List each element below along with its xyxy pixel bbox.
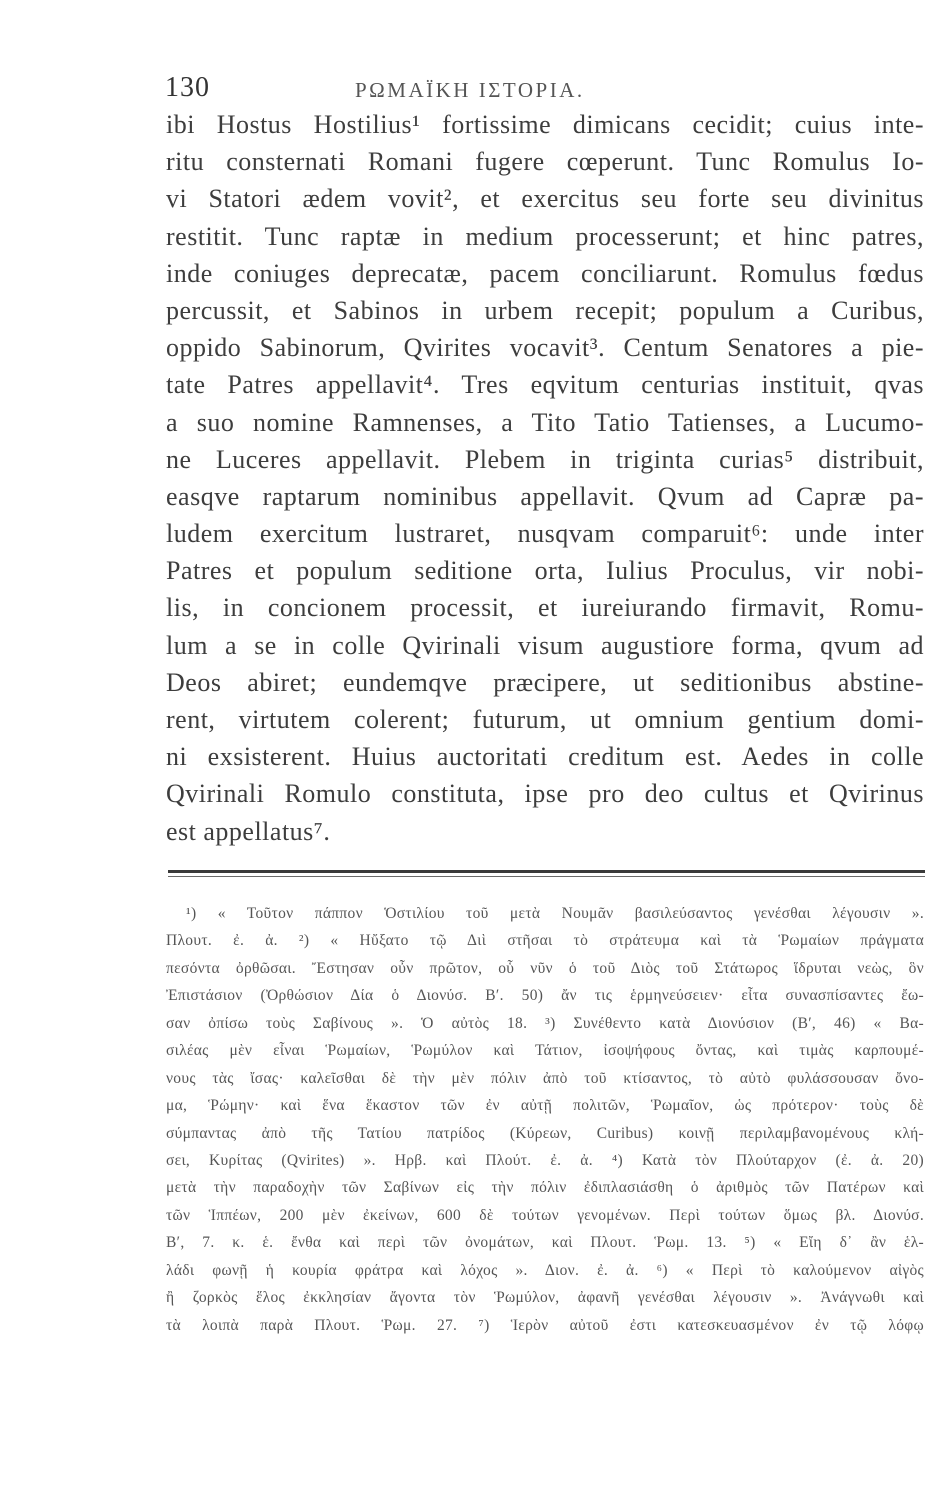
footnote-line: ἢ ζορκὸς ἕλος ἐκκλησίαν ἄγοντα τὸν Ῥωμύλον, ἀφανῆ γενέσθαι λέγουσιν ». Ἀνάγνωθι καὶ — [166, 1289, 924, 1307]
text-line: tate Patres appellavit⁴. Tres eqvitum centurias instituit, qvas — [166, 370, 924, 400]
footnote-line: τῶν Ἱππέων, 200 μὲν ἐκείνων, 600 δὲ τούτων γενομένων. Περὶ τούτων ὅμως βλ. Διονύσ. — [166, 1206, 924, 1224]
text-line: easqve raptarum nominibus appellavit. Qvum ad Capræ pa- — [166, 481, 924, 511]
footnote-line: λάδι φωνῇ ἡ κουρία φράτρα καὶ λόχος ». Διον. ἐ. ἀ. ⁶) « Περὶ τὸ καλούμενον αἰγὸς — [166, 1261, 924, 1279]
page-number: 130 — [165, 72, 210, 103]
footnote-line: νους τὰς ἴσας· καλεῖσθαι δὲ τὴν μὲν πόλιν ἀπὸ τοῦ κτίσαντος, τὸ αὐτὸ φυλάσσουσαν ὄνο- — [166, 1069, 924, 1087]
footnote-separator-thin — [168, 876, 925, 877]
text-line: a suo nomine Ramnenses, a Tito Tatio Tatienses, a Lucumo- — [166, 407, 924, 437]
text-line: ibi Hostus Hostilius¹ fortissime dimicans cecidit; cuius inte- — [166, 110, 924, 139]
text-line: ludem exercitum lustraret, nusqvam comparuit⁶: unde inter — [166, 519, 924, 549]
footnote-line: σει, Κυρίτας (Qvirites) ». Ηρβ. καὶ Πλούτ. ἐ. ἀ. ⁴) Κατὰ τὸν Πλούταρχον (ἐ. ἀ. 20) — [166, 1151, 924, 1169]
footnote-line: μετὰ τὴν παραδοχὴν τῶν Σαβίνων εἰς τὴν πόλιν ἐδιπλασιάσθη ὁ ἀριθμὸς τῶν Πατέρων καὶ — [166, 1179, 924, 1197]
footnote-line: τὰ λοιπὰ παρὰ Πλουτ. Ῥωμ. 27. ⁷) Ἱερὸν αὐτοῦ ἐστι κατεσκευασμένον ἐν τῷ λόφῳ — [166, 1316, 924, 1334]
text-line: inde coniuges deprecatæ, pacem conciliarunt. Romulus fœdus — [166, 258, 924, 288]
text-line: oppido Sabinorum, Qvirites vocavit³. Centum Senatores a pie- — [166, 333, 924, 363]
footnote-line: σαν ὀπίσω τοὺς Σαβίνους ». Ὁ αὐτὸς 18. ³) Συνέθεντο κατὰ Διονύσιον (Β′, 46) « Βα- — [166, 1014, 924, 1032]
running-title: ΡΩΜΑΪΚΗ ΙΣΤΟΡΙΑ. — [355, 78, 585, 102]
text-line: rent, virtutem colerent; futurum, ut omnium gentium domi- — [166, 705, 924, 734]
text-line: restitit. Tunc raptæ in medium processerunt; et hinc patres, — [166, 221, 924, 251]
running-head — [165, 68, 925, 108]
text-line: lis, in concionem processit, et iureiurando firmavit, Romu- — [166, 593, 924, 623]
text-line: Qvirinali Romulo constituta, ipse pro deo cultus et Qvirinus — [166, 779, 924, 809]
text-line: vi Statori ædem vovit², et exercitus seu forte seu divinitus — [166, 184, 924, 214]
text-line: ritu consternati Romani fugere cœperunt. Tunc Romulus Io- — [166, 147, 924, 177]
text-line: Deos abiret; eundemqve præcipere, ut seditionibus abstine- — [166, 667, 924, 697]
footnote-line: Πλουτ. ἐ. ἀ. ²) « Ηὔξατο τῷ Διὶ στῆσαι τὸ στράτευμα καὶ τὰ Ῥωμαίων πράγματα — [166, 932, 924, 950]
text-line: Patres et populum seditione orta, Iulius Proculus, vir nobi- — [166, 556, 924, 586]
footnote-line: πεσόντα ὀρθῶσαι. Ἔστησαν οὖν πρῶτον, οὗ νῦν ὁ τοῦ Διὸς τοῦ Στάτωρος ἵδρυται νεὼς, ὃν — [166, 959, 924, 977]
text-line: ne Luceres appellavit. Plebem in triginta curias⁵ distribuit, — [166, 444, 924, 474]
footnote-line: μα, Ῥώμην· καὶ ἕνα ἕκαστον τῶν ἐν αὐτῇ πολιτῶν, Ῥωμαῖον, ὡς πρότερον· τοὺς δὲ — [166, 1097, 924, 1115]
main-text-block — [166, 106, 924, 850]
footnotes-block — [166, 900, 924, 1339]
footnote-line: σιλέας μὲν εἶναι Ῥωμαίων, Ῥωμύλον καὶ Τάτιον, ἰσοψήφους ὄντας, καὶ τιμὰς καρπουμέ- — [166, 1042, 924, 1060]
text-line: lum a se in colle Qvirinali visum augustiore forma, qvum ad — [166, 630, 924, 660]
text-line: percussit, et Sabinos in urbem recepit; populum a Curibus, — [166, 295, 924, 325]
footnote-line: σύμπαντας ἀπὸ τῆς Τατίου πατρίδος (Κύρεων, Curibus) κοινῇ περιλαμβανομένους κλή- — [166, 1124, 924, 1142]
footnote-line: ¹) « Τοῦτον πάππον Ὁστιλίου τοῦ μετὰ Νουμᾶν βασιλεύσαντος γενέσθαι λέγουσιν ». — [186, 905, 924, 922]
footnote-line: Β′, 7. κ. ἑ. ἔνθα καὶ περὶ τῶν ὀνομάτων, καὶ Πλουτ. Ῥωμ. 13. ⁵) « Εἴη δ᾽ ἂν ἑλ- — [166, 1234, 924, 1252]
footnote-line: Ἐπιστάσιον (Ὀρθώσιον Δία ὁ Διονύσ. Β′. 50) ἄν τις ἑρμηνεύσειεν· εἶτα συνασπίσαντες ἔω- — [166, 987, 924, 1005]
footnote-separator-thick — [168, 870, 925, 873]
text-line: ni exsisterent. Huius auctoritati creditum est. Aedes in colle — [166, 742, 924, 772]
text-line-last: est appellatus⁷. — [166, 816, 331, 846]
